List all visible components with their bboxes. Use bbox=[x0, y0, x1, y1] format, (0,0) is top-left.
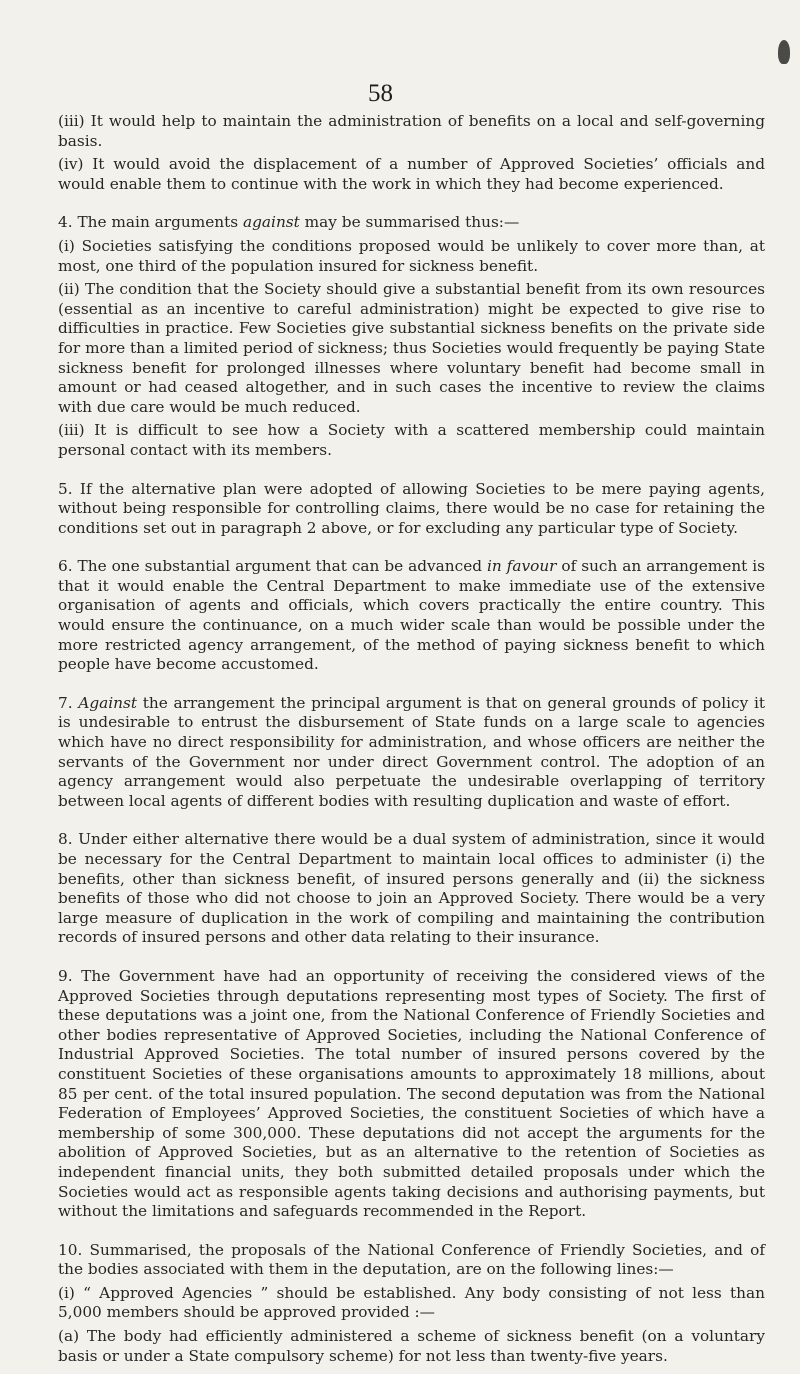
document-body bbox=[43, 112, 765, 1366]
paragraph-4-iii: (iii) It is difficult to see how a Society with a scattered membership could maintain personal contact with its members. bbox=[58, 421, 765, 459]
paragraph-4-i: (i) Societies satisfying the conditions proposed would be unlikely to cover more than, at most, one third of the population insured for sickness benefit. bbox=[58, 236, 765, 275]
paragraph-10-i: (i) “ Approved Agencies ” should be established. Any body consisting of not less than 5,000 members should be approved provided :— bbox=[58, 1283, 765, 1322]
paragraph-4-ii: (ii) The condition that the Society should give a substantial benefit from its own resources (essential as an incentive to careful administration) might be expected to give rise to difficulties in practice. Few Societies give substantial sickness benefits on the private side for more than a limited period of sickness; thus Societies would frequently be paying State sickness benefit for prolonged illnesses where voluntary benefit had become small in amount or had ceased altogether, and in such cases the incentive to review the claims with due care would be much reduced. bbox=[58, 280, 765, 416]
scan-mark bbox=[778, 40, 790, 64]
paragraph-4 bbox=[43, 213, 765, 233]
paragraph-4-start: 4. The main arguments bbox=[58, 213, 244, 232]
paragraph-6-end: of such an arrangement is that it would enable the Central Department to make immediate use of the extensive organisation of agents and officials, which covers practically the entire country. This would ensure the continuance, on a much wider scale than would be possible under the more restricted agency arrangement, of the method of paying sickness benefit to which people have become accustomed. bbox=[58, 557, 765, 674]
paragraph-6-start: 6. The one substantial argument that can be advanced bbox=[58, 557, 487, 576]
paragraph-3-iv: (iv) It would avoid the displacement of a number of Approved Societies’ officials and would enable them to continue with the work in which they had become experienced. bbox=[58, 155, 765, 193]
paragraph-7-start: 7. bbox=[58, 693, 79, 712]
paragraph-4-end: may be summarised thus:— bbox=[299, 213, 520, 232]
page-number: 58 bbox=[368, 80, 393, 107]
paragraph-7-end: the arrangement the principal argument is that on general grounds of policy it is undesirable to entrust the disbursement of State funds on a large scale to agencies which have no direct responsibility for administration, and whose officers are neither the servants of the Government nor under direct Government control. The adoption of an agency arrangement would also perpetuate the undesirable overlapping of territory between local agents of different bodies with resulting duplication and waste of effort. bbox=[58, 693, 765, 810]
paragraph-10: 10. Summarised, the proposals of the National Conference of Friendly Societies, and of the bodies associated with them in the deputation, are on the following lines:— bbox=[58, 1240, 765, 1279]
paragraph-8: 8. Under either alternative there would be a dual system of administration, since it would be necessary for the Central Department to maintain local offices to administer (i) the benefits, other than sickness benefit, of insured persons generally and (ii) the sickness benefits of those who did not choose to join an Approved Society. There would be a very large measure of duplication in the work of compiling and maintaining the contribution records of insured persons and other data relating to their insurance. bbox=[58, 830, 765, 947]
paragraph-9: 9. The Government have had an opportunity of receiving the considered views of the Approved Societies through deputations representing most types of Society. The first of these deputations was a joint one, from the National Conference of Friendly Societies and other bodies representative of Approved Societies, including the National Conference of Industrial Approved Societies. The total number of insured persons covered by the constituent Societies of these organisations amounts to approximately 18 millions, about 85 per cent. of the total insured population. The second deputation was from the National Federation of Employees’ Approved Societies, the constituent Societies of which have a membership of some 300,000. These deputations did not accept the arguments for the abolition of Approved Societies, but as an alternative to the retention of Societies as independent financial units, they both submitted detailed proposals under which the Societies would act as responsible agents taking decisions and authorising payments, but without the limitations and safeguards recommended in the Report. bbox=[58, 966, 765, 1221]
paragraph-5: 5. If the alternative plan were adopted of allowing Societies to be mere paying agents, without being responsible for controlling claims, there would be no case for retaining the conditions set out in paragraph 2 above, or for excluding any particular type of Society. bbox=[58, 479, 765, 537]
paragraph-7-emphasis: Against bbox=[78, 693, 138, 712]
paragraph-4-emphasis: against bbox=[243, 213, 300, 232]
paragraph-6-emphasis: in favour bbox=[487, 557, 557, 576]
paragraph-6 bbox=[43, 557, 765, 675]
paragraph-7 bbox=[43, 694, 765, 812]
paragraph-10-a: (a) The body had efficiently administered a scheme of sickness benefit (on a voluntary basis or under a State compulsory scheme) for not less than twenty-five years. bbox=[58, 1327, 765, 1365]
paragraph-3-iii: (iii) It would help to maintain the administration of benefits on a local and self-governing basis. bbox=[58, 112, 765, 150]
